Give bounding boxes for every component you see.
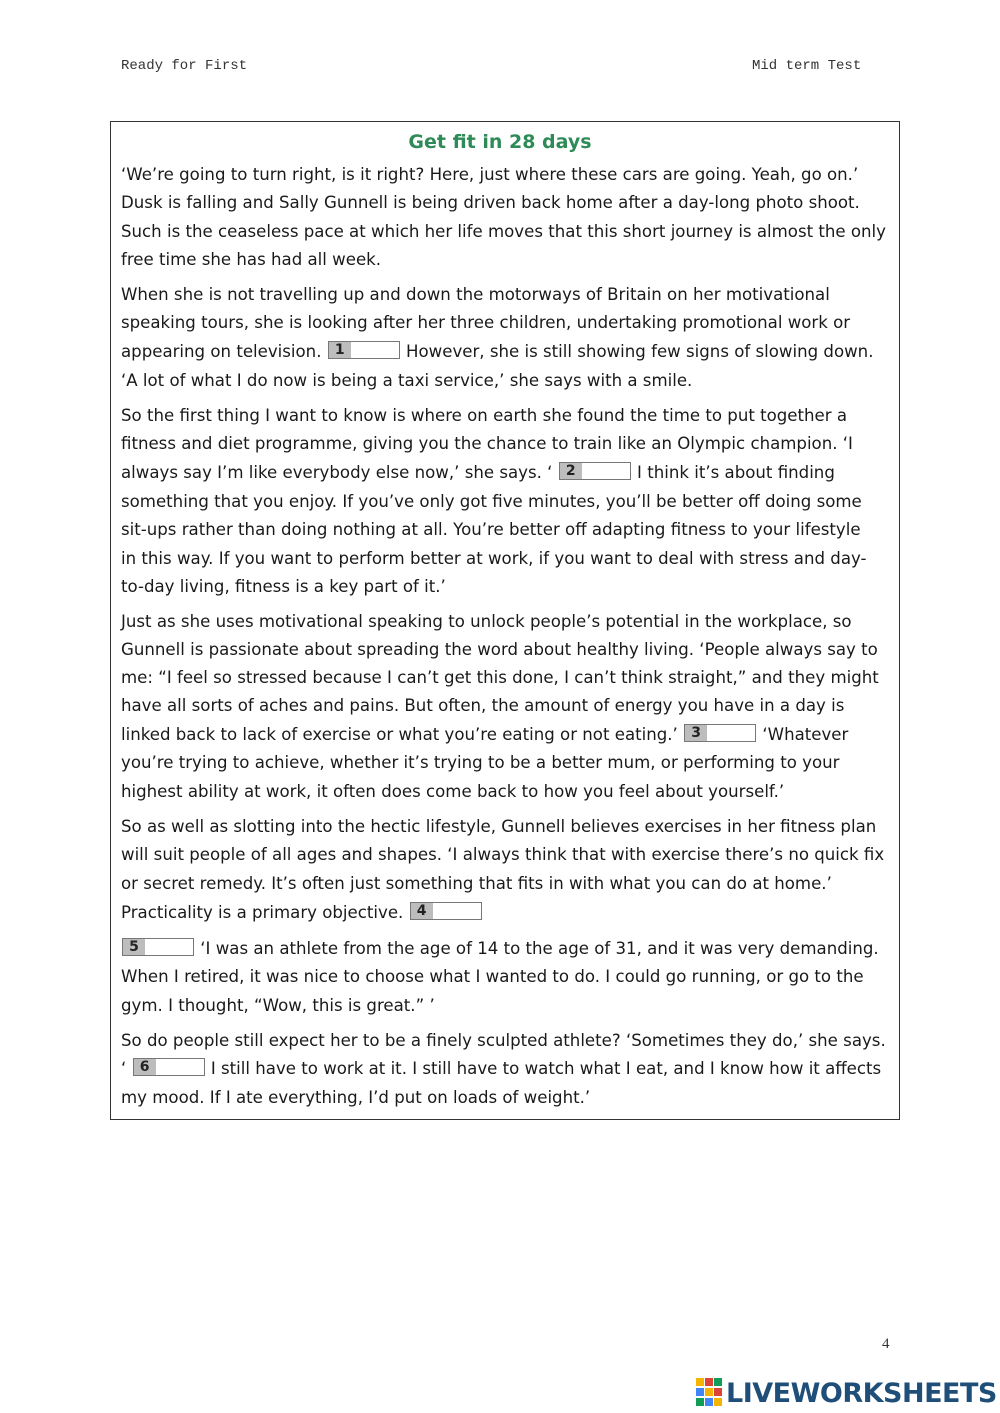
header-right: Mid term Test (752, 58, 862, 74)
answer-gap-6[interactable] (133, 1058, 205, 1076)
article-line: Gunnell is passionate about spreading the word about healthy living. ‘People always say to (121, 640, 878, 659)
gap-number: 2 (560, 463, 582, 479)
article-line: When I retired, it was nice to choose what I wanted to do. I could go running, or go to the (121, 967, 864, 986)
article-line: sit-ups rather than doing nothing at all. You’re better off adapting fitness to your lifestyle (121, 520, 861, 539)
answer-gap-1[interactable] (328, 341, 400, 359)
line-text-before: ‘ (121, 1059, 127, 1078)
page-number: 4 (882, 1336, 890, 1352)
gap-number: 1 (329, 342, 351, 358)
article-line (121, 724, 848, 746)
article-line: When she is not travelling up and down the motorways of Britain on her motivational (121, 285, 830, 304)
article-line: Just as she uses motivational speaking to unlock people’s potential in the workplace, so (121, 612, 852, 631)
article-line: my mood. If I ate everything, I’d put on loads of weight.’ (121, 1088, 591, 1107)
liveworksheets-icon (696, 1378, 722, 1408)
article-line: gym. I thought, “Wow, this is great.” ’ (121, 996, 435, 1015)
article-line: have all sorts of aches and pains. But often, the amount of energy you have in a day is (121, 696, 845, 715)
article-line: ‘We’re going to turn right, is it right? Here, just where these cars are going. Yeah, go on.’ (121, 165, 859, 184)
gap-number: 6 (134, 1059, 156, 1075)
header-left: Ready for First (121, 58, 248, 74)
line-text-before: always say I’m like everybody else now,’ she says. ‘ (121, 463, 553, 482)
article-line: in this way. If you want to perform better at work, if you want to deal with stress and day- (121, 549, 867, 568)
answer-gap-2[interactable] (559, 462, 631, 480)
article-line: Dusk is falling and Sally Gunnell is being driven back home after a day-long photo shoot. (121, 193, 860, 212)
article-line: to-day living, fitness is a key part of it.’ (121, 577, 446, 596)
line-text-after: ‘I was an athlete from the age of 14 to the age of 31, and it was very demanding. (200, 939, 879, 958)
article-line (121, 902, 483, 924)
line-text-before: linked back to lack of exercise or what you’re eating or not eating.’ (121, 725, 678, 744)
article-title: Get fit in 28 days (408, 131, 592, 153)
article-line: So the first thing I want to know is where on earth she found the time to put together a (121, 406, 848, 425)
article-line: or secret remedy. It’s often just something that fits in with what you can do at home.’ (121, 874, 832, 893)
line-text-before: appearing on television. (121, 342, 322, 361)
line-text-after: I still have to work at it. I still have to watch what I eat, and I know how it affects (210, 1059, 882, 1078)
article-line (121, 938, 879, 960)
article-line: ‘A lot of what I do now is being a taxi service,’ she says with a smile. (121, 371, 693, 390)
liveworksheets-logo (696, 1375, 997, 1411)
article-line (121, 341, 873, 363)
answer-gap-3[interactable] (684, 724, 756, 742)
article-line: highest ability at work, it often does come back to how you feel about yourself.’ (121, 782, 785, 801)
line-text-after: I think it’s about finding (637, 463, 835, 482)
line-text-after: However, she is still showing few signs of slowing down. (406, 342, 874, 361)
gap-number: 3 (685, 725, 707, 741)
gap-number: 4 (411, 903, 433, 919)
gap-number: 5 (123, 939, 145, 955)
article-line: Such is the ceaseless pace at which her life moves that this short journey is almost the only (121, 222, 886, 241)
article-line: free time she has had all week. (121, 250, 382, 269)
brand-name: LIVEWORKSHEETS (726, 1377, 997, 1409)
article-line: will suit people of all ages and shapes. ‘I always think that with exercise there’s no quick fix (121, 845, 885, 864)
article-line (121, 462, 835, 484)
line-text-after: ‘Whatever (762, 725, 849, 744)
answer-gap-5[interactable] (122, 938, 194, 956)
article-line: speaking tours, she is looking after her three children, undertaking promotional work or (121, 313, 851, 332)
article-line: me: “I feel so stressed because I can’t get this done, I can’t think straight,” and they might (121, 668, 879, 687)
answer-gap-4[interactable] (410, 902, 482, 920)
article-line: something that you enjoy. If you’ve only got five minutes, you’ll be better off doing some (121, 492, 862, 511)
line-text-before: Practicality is a primary objective. (121, 903, 404, 922)
article-line: So do people still expect her to be a finely sculpted athlete? ‘Sometimes they do,’ she says. (121, 1031, 886, 1050)
article-line (121, 1058, 881, 1080)
article-line: you’re trying to achieve, whether it’s trying to be a better mum, or performing to your (121, 753, 840, 772)
article-line: So as well as slotting into the hectic lifestyle, Gunnell believes exercises in her fitness plan (121, 817, 877, 836)
article-line: fitness and diet programme, giving you the chance to train like an Olympic champion. ‘I (121, 434, 853, 453)
